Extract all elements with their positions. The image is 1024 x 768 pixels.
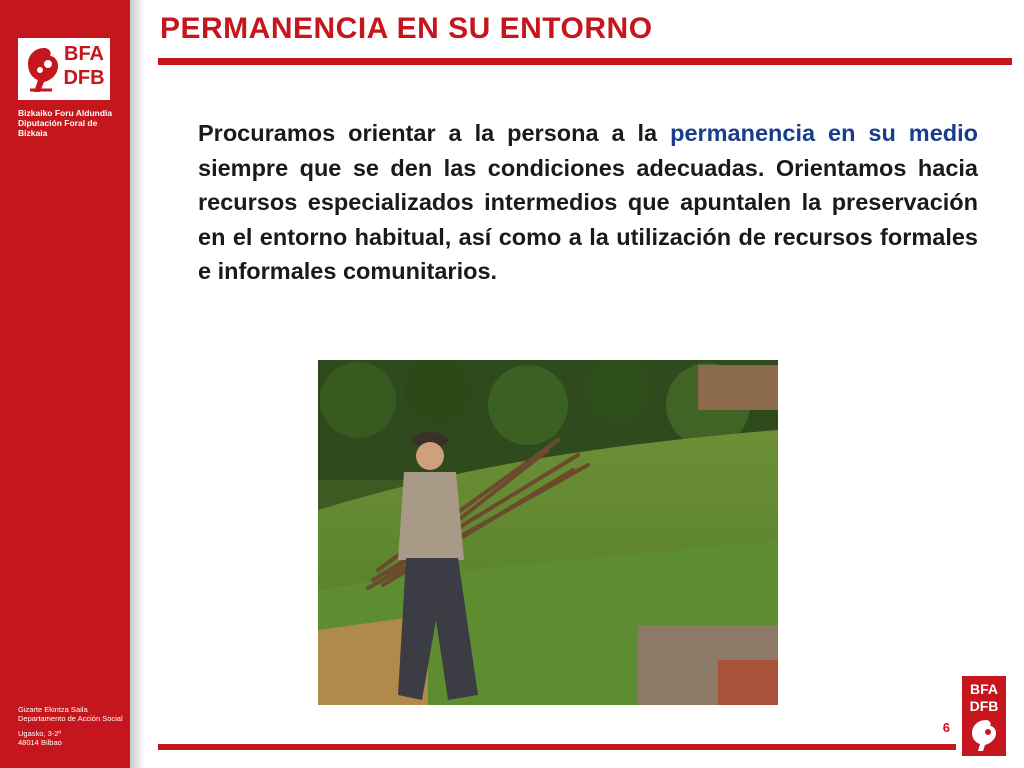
- photo-illustration: [318, 360, 778, 705]
- department-basque: Gizarte Ekintza Saila: [18, 705, 88, 714]
- slide-body-text: [198, 116, 978, 289]
- corner-logo-line-bfa: BFA: [970, 681, 998, 697]
- oak-emblem-icon: [22, 44, 62, 96]
- address-street: Ugasko, 3-2º: [18, 729, 62, 738]
- corner-oak-emblem-icon: [968, 718, 1000, 752]
- body-text-part-2: siempre que se den las condiciones adecuadas. Orientamos hacia recursos especializados intermedios que apuntalen la preservación en el entorno habitual, así como a la utilización de recursos formales e informales comunitarios.: [198, 154, 978, 284]
- elderly-man-carrying-firewood-photo: [318, 360, 778, 705]
- sidebar: [0, 0, 130, 768]
- org-name: [18, 108, 128, 138]
- corner-logo: [962, 676, 1006, 756]
- org-name-basque: Bizkaiko Foru Aldundia: [18, 108, 113, 118]
- slide-title: PERMANENCIA EN SU ENTORNO: [160, 12, 653, 45]
- body-text-highlight: permanencia en su medio: [670, 120, 978, 146]
- department-info: [18, 705, 128, 747]
- title-divider: [158, 58, 1012, 65]
- body-text-part-1: Procuramos orientar a la persona a la: [198, 120, 671, 146]
- logo-line-bfa: BFA: [64, 43, 104, 65]
- footer-divider: [158, 744, 956, 750]
- org-name-spanish: Diputación Foral de Bizkaia: [18, 118, 98, 138]
- department-spanish: Departamento de Acción Social: [18, 714, 123, 723]
- sidebar-shadow: [130, 0, 144, 768]
- bfa-dfb-logo: [18, 38, 110, 100]
- logo-line-dfb: DFB: [63, 67, 105, 89]
- address-city: 48014 Bilbao: [18, 738, 62, 747]
- corner-logo-line-dfb: DFB: [969, 698, 999, 714]
- page-number: 6: [942, 720, 950, 735]
